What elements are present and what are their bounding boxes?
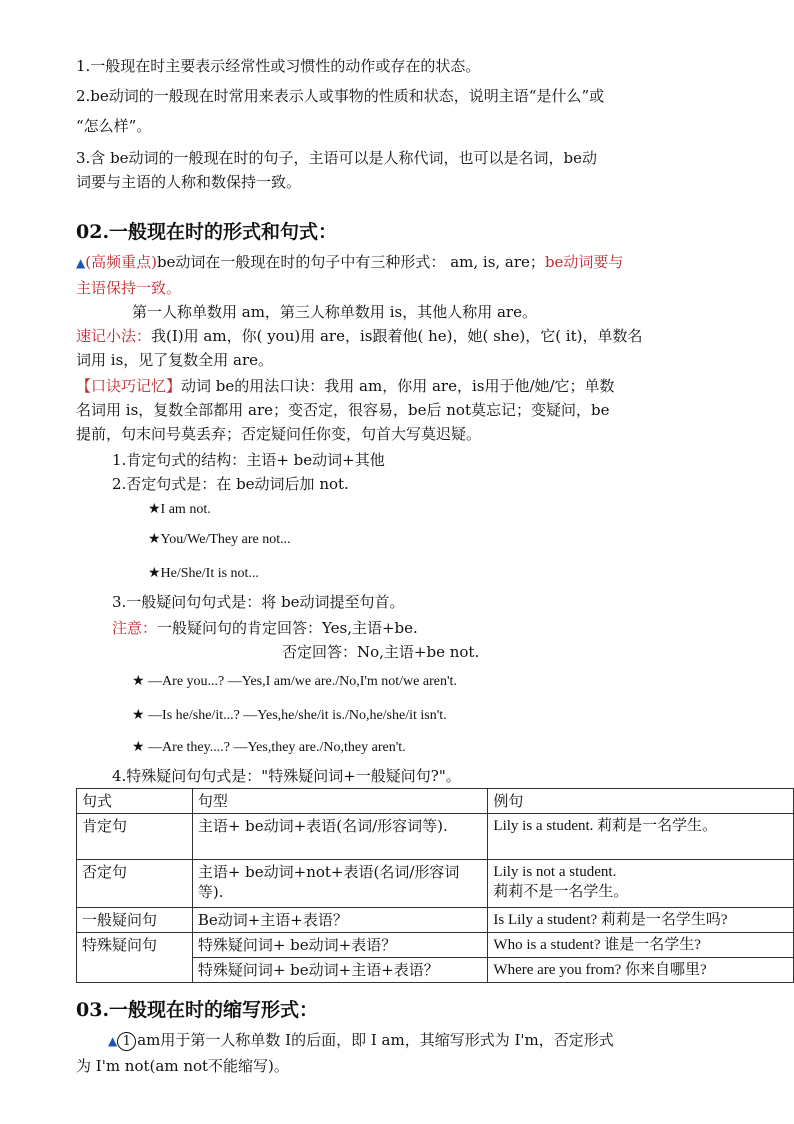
question-example: ★ —Are you...? —Yes,I am/we are./No,I'm not/we aren't. bbox=[132, 674, 457, 689]
key-point-text: be动词在一般现在时的句子中有三种形式： am, is, are； bbox=[156, 253, 545, 271]
chant-line-3: 提前，句末问号莫丢弃；否定疑问任你变，句首大写莫迟疑。 bbox=[76, 425, 482, 443]
table-row bbox=[77, 860, 794, 908]
question-structure: 3.一般疑问句句式是：将 be动词提至句首。 bbox=[112, 593, 405, 611]
section-03-title: 03.一般现在时的缩写形式： bbox=[76, 999, 319, 1021]
triangle-icon: ▲ bbox=[108, 1034, 118, 1048]
table-cell: Lily is not a student. 莉莉不是一名学生。 bbox=[488, 860, 794, 908]
chant-text-1: 动词 be的用法口诀：我用 am，你用 are，is用于他/她/它；单数 bbox=[181, 377, 615, 395]
question-example: ★ —Are they....? —Yes,they are./No,they aren't. bbox=[132, 740, 406, 755]
negative-structure: 2.否定句式是：在 be动词后加 not. bbox=[112, 475, 349, 493]
affirmative-structure: 1.肯定句式的结构：主语+ be动词+其他 bbox=[112, 451, 385, 469]
table-cell: 否定句 bbox=[77, 860, 193, 908]
chant-line-2: 名词用 is，复数全部都用 are；变否定，很容易，be后 not莫忘记；变疑问，be bbox=[76, 401, 610, 419]
memo-label: 速记小法： bbox=[76, 327, 152, 345]
table-header-cell: 例句 bbox=[488, 789, 794, 814]
note-no: 否定回答：No,主语+be not. bbox=[282, 643, 480, 661]
table-cell: Be动词+主语+表语？ bbox=[192, 908, 488, 933]
table-row bbox=[77, 814, 794, 860]
chant-label: 【口诀巧记忆】 bbox=[76, 377, 182, 395]
negative-example: ★He/She/It is not... bbox=[148, 566, 259, 581]
intro-paragraph-2-cont: “怎么样”。 bbox=[76, 117, 152, 135]
key-point-line bbox=[76, 252, 623, 273]
table-cell: Who is a student? 谁是一名学生? bbox=[488, 933, 794, 958]
note-line bbox=[112, 618, 418, 638]
intro-paragraph-3: 3.含 be动词的一般现在时的句子，主语可以是人称代词，也可以是名词，be动 bbox=[76, 149, 598, 167]
key-point-red-cont: 主语保持一致。 bbox=[76, 279, 182, 297]
table-cell: Lily is a student. 莉莉是一名学生。 bbox=[488, 814, 794, 860]
table-header-cell: 句式 bbox=[77, 789, 193, 814]
table-header-cell: 句型 bbox=[192, 789, 488, 814]
special-question-structure: 4.特殊疑问句句式是："特殊疑问词+一般疑问句?"。 bbox=[112, 767, 461, 785]
table-row bbox=[77, 908, 794, 933]
intro-paragraph-2: 2.be动词的一般现在时常用来表示人或事物的性质和状态，说明主语“是什么”或 bbox=[76, 87, 605, 105]
table-row bbox=[77, 933, 794, 958]
chant-line-1 bbox=[76, 376, 615, 396]
note-label: 注意： bbox=[112, 619, 158, 637]
memo-text: 我(I)用 am，你( you)用 are，is跟着他( he)，她( she)，它( it)，单数名 bbox=[151, 327, 643, 345]
table-cell: 主语+ be动词+表语(名词/形容词等). bbox=[192, 814, 488, 860]
table-cell: 特殊疑问句 bbox=[77, 933, 193, 983]
table-cell: 主语+ be动词+not+表语(名词/形容词等). bbox=[192, 860, 488, 908]
table-cell: 肯定句 bbox=[77, 814, 193, 860]
intro-paragraph-3-cont: 词要与主语的人称和数保持一致。 bbox=[76, 173, 302, 191]
memo-line bbox=[76, 326, 643, 346]
triangle-icon: ▲ bbox=[76, 256, 86, 270]
contraction-line-1 bbox=[108, 1030, 614, 1051]
section-02-title: 02.一般现在时的形式和句式： bbox=[76, 221, 338, 243]
negative-example: ★You/We/They are not... bbox=[148, 532, 291, 547]
table-cell: Is Lily a student? 莉莉是一名学生吗? bbox=[488, 908, 794, 933]
contraction-line-2: 为 I'm not(am not不能缩写)。 bbox=[76, 1057, 289, 1075]
note-yes: 一般疑问句的肯定回答：Yes,主语+be. bbox=[157, 619, 418, 637]
contraction-text: am用于第一人称单数 I的后面，即 I am，其缩写形式为 I'm，否定形式 bbox=[137, 1031, 614, 1049]
table-cell: 特殊疑问词+ be动词+主语+表语？ bbox=[192, 958, 488, 983]
grammar-table bbox=[76, 788, 794, 983]
table-cell: 一般疑问句 bbox=[77, 908, 193, 933]
circled-number: 1 bbox=[117, 1032, 136, 1051]
negative-example: ★I am not. bbox=[148, 502, 211, 517]
table-header-row bbox=[77, 789, 794, 814]
question-example: ★ —Is he/she/it...? —Yes,he/she/it is./No,he/she/it isn't. bbox=[132, 708, 447, 723]
key-point-label: (高频重点) bbox=[85, 253, 157, 271]
table-cell: Where are you from? 你来自哪里? bbox=[488, 958, 794, 983]
intro-paragraph-1: 1.一般现在时主要表示经常性或习惯性的动作或存在的状态。 bbox=[76, 57, 481, 75]
memo-text-cont: 词用 is，见了复数全用 are。 bbox=[76, 351, 274, 369]
key-point-red: be动词要与 bbox=[544, 253, 624, 271]
table-cell: 特殊疑问词+ be动词+表语？ bbox=[192, 933, 488, 958]
person-rule: 第一人称单数用 am，第三人称单数用 is，其他人称用 are。 bbox=[132, 303, 537, 321]
